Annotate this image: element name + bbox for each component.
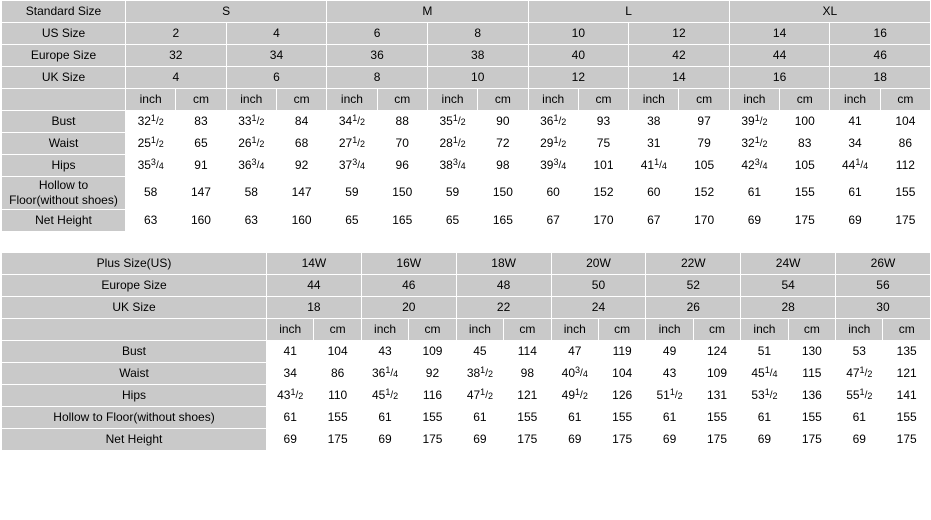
column-header-cell: cm — [693, 319, 740, 341]
column-header-cell: 10 — [528, 23, 629, 45]
column-header-cell: 26W — [836, 253, 931, 275]
measurement-cell: $36^1/_4$ — [361, 363, 408, 385]
measurement-cell: 43 — [646, 363, 693, 385]
column-header-cell: 24 — [551, 297, 646, 319]
measurement-cell: $25^1/_2$ — [126, 133, 176, 155]
measurement-cell: $55^1/_2$ — [836, 385, 883, 407]
measurement-cell: 63 — [126, 210, 176, 232]
measurement-cell: 175 — [409, 429, 456, 451]
measurement-cell: 175 — [788, 429, 835, 451]
table-header-row — [2, 89, 931, 111]
column-header-cell: 22 — [456, 297, 551, 319]
measurement-cell: 61 — [830, 177, 880, 210]
measurement-cell: 130 — [788, 341, 835, 363]
measurement-cell: 98 — [504, 363, 551, 385]
measurement-cell: 150 — [377, 177, 427, 210]
row-header-label: Hollow to Floor(without shoes) — [2, 177, 126, 210]
column-header-cell: cm — [314, 319, 361, 341]
table-row — [2, 111, 931, 133]
column-header-cell: S — [126, 1, 327, 23]
measurement-cell: 104 — [314, 341, 361, 363]
measurement-cell: 75 — [578, 133, 628, 155]
measurement-cell: 165 — [377, 210, 427, 232]
column-header-cell: 20W — [551, 253, 646, 275]
measurement-cell: 121 — [504, 385, 551, 407]
measurement-cell: 60 — [528, 177, 578, 210]
column-header-cell: L — [528, 1, 729, 23]
measurement-cell: $41^1/_4$ — [629, 155, 679, 177]
table-header-row — [2, 1, 931, 23]
measurement-cell: 86 — [314, 363, 361, 385]
measurement-cell: 69 — [646, 429, 693, 451]
measurement-cell: 155 — [693, 407, 740, 429]
plus-size-table — [1, 252, 931, 451]
table-row — [2, 385, 931, 407]
measurement-cell: $40^3/_4$ — [551, 363, 598, 385]
table-header-row — [2, 319, 931, 341]
column-header-cell: cm — [276, 89, 326, 111]
measurement-cell: $36^3/_4$ — [226, 155, 276, 177]
column-header-cell: 16 — [729, 67, 830, 89]
measurement-cell: 69 — [836, 429, 883, 451]
measurement-cell: 45 — [456, 341, 503, 363]
column-header-cell: 50 — [551, 275, 646, 297]
column-header-cell: cm — [578, 89, 628, 111]
column-header-cell: 8 — [327, 67, 428, 89]
column-header-cell: 38 — [427, 45, 528, 67]
measurement-cell: 61 — [729, 177, 779, 210]
column-header-cell: 46 — [361, 275, 456, 297]
measurement-cell: 61 — [741, 407, 788, 429]
measurement-cell: $27^1/_2$ — [327, 133, 377, 155]
column-header-cell: 16 — [830, 23, 931, 45]
measurement-cell: 175 — [693, 429, 740, 451]
measurement-cell: 61 — [836, 407, 883, 429]
measurement-cell: $35^3/_4$ — [126, 155, 176, 177]
column-header-cell: 4 — [226, 23, 327, 45]
measurement-cell: 41 — [267, 341, 314, 363]
measurement-cell: $34^1/_2$ — [327, 111, 377, 133]
column-header-cell: 36 — [327, 45, 428, 67]
table-row — [2, 155, 931, 177]
measurement-cell: 51 — [741, 341, 788, 363]
measurement-cell: 105 — [679, 155, 729, 177]
measurement-cell: 121 — [883, 363, 930, 385]
measurement-cell: 69 — [741, 429, 788, 451]
column-header-cell: 46 — [830, 45, 931, 67]
measurement-cell: 109 — [409, 341, 456, 363]
measurement-cell: 91 — [176, 155, 226, 177]
table-row — [2, 133, 931, 155]
column-header-cell: inch — [551, 319, 598, 341]
table-spacer — [0, 232, 931, 252]
column-header-cell: 12 — [629, 23, 730, 45]
column-header-cell: inch — [836, 319, 883, 341]
measurement-cell: 65 — [427, 210, 477, 232]
column-header-cell: 18 — [830, 67, 931, 89]
measurement-cell: 61 — [456, 407, 503, 429]
column-header-cell: 14 — [729, 23, 830, 45]
column-header-cell: inch — [126, 89, 176, 111]
measurement-cell: 105 — [780, 155, 830, 177]
measurement-cell: 112 — [880, 155, 930, 177]
measurement-cell: 96 — [377, 155, 427, 177]
column-header-cell: cm — [377, 89, 427, 111]
column-header-cell: cm — [598, 319, 645, 341]
measurement-cell: 65 — [327, 210, 377, 232]
column-header-cell: 16W — [361, 253, 456, 275]
measurement-cell: $29^1/_2$ — [528, 133, 578, 155]
column-header-cell: 34 — [226, 45, 327, 67]
column-header-cell: 12 — [528, 67, 629, 89]
measurement-cell: 47 — [551, 341, 598, 363]
measurement-cell: 152 — [679, 177, 729, 210]
measurement-cell: 101 — [578, 155, 628, 177]
measurement-cell: 43 — [361, 341, 408, 363]
measurement-cell: 59 — [327, 177, 377, 210]
column-header-cell: 30 — [836, 297, 931, 319]
measurement-cell: 69 — [456, 429, 503, 451]
measurement-cell: $28^1/_2$ — [427, 133, 477, 155]
column-header-cell: 18W — [456, 253, 551, 275]
measurement-cell: 155 — [504, 407, 551, 429]
measurement-cell: 160 — [176, 210, 226, 232]
column-header-cell: 44 — [267, 275, 362, 297]
column-header-cell: inch — [646, 319, 693, 341]
column-header-cell: 42 — [629, 45, 730, 67]
measurement-cell: $38^3/_4$ — [427, 155, 477, 177]
measurement-cell: $53^1/_2$ — [741, 385, 788, 407]
measurement-cell: 65 — [176, 133, 226, 155]
measurement-cell: 150 — [478, 177, 528, 210]
column-header-cell: cm — [880, 89, 930, 111]
row-header-label: Waist — [2, 133, 126, 155]
column-header-cell: inch — [427, 89, 477, 111]
measurement-cell: 67 — [629, 210, 679, 232]
measurement-cell: 165 — [478, 210, 528, 232]
measurement-cell: 104 — [880, 111, 930, 133]
measurement-cell: 84 — [276, 111, 326, 133]
column-header-cell: XL — [729, 1, 930, 23]
measurement-cell: 69 — [361, 429, 408, 451]
row-header-label: Bust — [2, 341, 267, 363]
row-header-label: US Size — [2, 23, 126, 45]
measurement-cell: $32^1/_2$ — [126, 111, 176, 133]
measurement-cell: 155 — [788, 407, 835, 429]
measurement-cell: 93 — [578, 111, 628, 133]
measurement-cell: $37^3/_4$ — [327, 155, 377, 177]
table-row — [2, 363, 931, 385]
row-header-label: Hollow to Floor(without shoes) — [2, 407, 267, 429]
row-header-label: Bust — [2, 111, 126, 133]
measurement-cell: 175 — [504, 429, 551, 451]
measurement-cell: 97 — [679, 111, 729, 133]
column-header-cell: inch — [267, 319, 314, 341]
row-header-label — [2, 319, 267, 341]
column-header-cell: 52 — [646, 275, 741, 297]
row-header-label: Waist — [2, 363, 267, 385]
measurement-cell: 79 — [679, 133, 729, 155]
measurement-cell: $47^1/_2$ — [836, 363, 883, 385]
measurement-cell: 141 — [883, 385, 930, 407]
measurement-cell: 155 — [314, 407, 361, 429]
row-header-label: Europe Size — [2, 275, 267, 297]
column-header-cell: 28 — [741, 297, 836, 319]
table-row — [2, 429, 931, 451]
column-header-cell: 32 — [126, 45, 227, 67]
table-header-row — [2, 253, 931, 275]
measurement-cell: 119 — [598, 341, 645, 363]
measurement-cell: 109 — [693, 363, 740, 385]
measurement-cell: 90 — [478, 111, 528, 133]
column-header-cell: 40 — [528, 45, 629, 67]
measurement-cell: 152 — [578, 177, 628, 210]
column-header-cell: 20 — [361, 297, 456, 319]
column-header-cell: 56 — [836, 275, 931, 297]
measurement-cell: $33^1/_2$ — [226, 111, 276, 133]
measurement-cell: $39^3/_4$ — [528, 155, 578, 177]
row-header-label: Hips — [2, 155, 126, 177]
measurement-cell: 72 — [478, 133, 528, 155]
measurement-cell: 69 — [729, 210, 779, 232]
table-row — [2, 341, 931, 363]
measurement-cell: $38^1/_2$ — [456, 363, 503, 385]
measurement-cell: 58 — [126, 177, 176, 210]
measurement-cell: 53 — [836, 341, 883, 363]
measurement-cell: 70 — [377, 133, 427, 155]
measurement-cell: $26^1/_2$ — [226, 133, 276, 155]
measurement-cell: $32^1/_2$ — [729, 133, 779, 155]
standard-size-table — [1, 0, 931, 232]
measurement-cell: 170 — [578, 210, 628, 232]
measurement-cell: 67 — [528, 210, 578, 232]
column-header-cell: 2 — [126, 23, 227, 45]
column-header-cell: cm — [409, 319, 456, 341]
column-header-cell: inch — [327, 89, 377, 111]
table-header-row — [2, 275, 931, 297]
measurement-cell: 38 — [629, 111, 679, 133]
column-header-cell: 22W — [646, 253, 741, 275]
measurement-cell: 49 — [646, 341, 693, 363]
column-header-cell: 6 — [327, 23, 428, 45]
column-header-cell: cm — [679, 89, 729, 111]
measurement-cell: 147 — [276, 177, 326, 210]
measurement-cell: $36^1/_2$ — [528, 111, 578, 133]
measurement-cell: 100 — [780, 111, 830, 133]
measurement-cell: 124 — [693, 341, 740, 363]
table-header-row — [2, 297, 931, 319]
measurement-cell: $51^1/_2$ — [646, 385, 693, 407]
measurement-cell: $42^3/_4$ — [729, 155, 779, 177]
measurement-cell: 136 — [788, 385, 835, 407]
measurement-cell: 155 — [883, 407, 930, 429]
column-header-cell: inch — [629, 89, 679, 111]
measurement-cell: 61 — [551, 407, 598, 429]
table-row — [2, 407, 931, 429]
measurement-cell: 61 — [267, 407, 314, 429]
measurement-cell: 147 — [176, 177, 226, 210]
measurement-cell: $45^1/_4$ — [741, 363, 788, 385]
row-header-label: Europe Size — [2, 45, 126, 67]
column-header-cell: 14W — [267, 253, 362, 275]
measurement-cell: 155 — [598, 407, 645, 429]
measurement-cell: 170 — [679, 210, 729, 232]
measurement-cell: 86 — [880, 133, 930, 155]
column-header-cell: 48 — [456, 275, 551, 297]
table-row — [2, 210, 931, 232]
measurement-cell: 61 — [646, 407, 693, 429]
column-header-cell: M — [327, 1, 528, 23]
measurement-cell: 58 — [226, 177, 276, 210]
measurement-cell: $44^1/_4$ — [830, 155, 880, 177]
measurement-cell: 175 — [598, 429, 645, 451]
column-header-cell: 6 — [226, 67, 327, 89]
measurement-cell: 126 — [598, 385, 645, 407]
measurement-cell: 68 — [276, 133, 326, 155]
measurement-cell: 41 — [830, 111, 880, 133]
table-row — [2, 177, 931, 210]
measurement-cell: 116 — [409, 385, 456, 407]
column-header-cell: cm — [788, 319, 835, 341]
column-header-cell: 18 — [267, 297, 362, 319]
measurement-cell: 34 — [267, 363, 314, 385]
column-header-cell: inch — [830, 89, 880, 111]
column-header-cell: inch — [456, 319, 503, 341]
measurement-cell: 175 — [314, 429, 361, 451]
column-header-cell: cm — [478, 89, 528, 111]
column-header-cell: 54 — [741, 275, 836, 297]
measurement-cell: 69 — [267, 429, 314, 451]
measurement-cell: 61 — [361, 407, 408, 429]
row-header-label: Hips — [2, 385, 267, 407]
measurement-cell: 114 — [504, 341, 551, 363]
column-header-cell: cm — [176, 89, 226, 111]
row-header-label: UK Size — [2, 67, 126, 89]
column-header-cell: cm — [883, 319, 930, 341]
column-header-cell: cm — [504, 319, 551, 341]
measurement-cell: 98 — [478, 155, 528, 177]
measurement-cell: 155 — [880, 177, 930, 210]
column-header-cell: 14 — [629, 67, 730, 89]
column-header-cell: cm — [780, 89, 830, 111]
table-header-row — [2, 23, 931, 45]
column-header-cell: inch — [729, 89, 779, 111]
measurement-cell: 155 — [780, 177, 830, 210]
measurement-cell: 31 — [629, 133, 679, 155]
measurement-cell: 34 — [830, 133, 880, 155]
measurement-cell: 88 — [377, 111, 427, 133]
column-header-cell: 8 — [427, 23, 528, 45]
row-header-label: Plus Size(US) — [2, 253, 267, 275]
row-header-label — [2, 89, 126, 111]
measurement-cell: 115 — [788, 363, 835, 385]
column-header-cell: inch — [741, 319, 788, 341]
measurement-cell: 69 — [551, 429, 598, 451]
column-header-cell: 44 — [729, 45, 830, 67]
measurement-cell: 59 — [427, 177, 477, 210]
measurement-cell: 155 — [409, 407, 456, 429]
column-header-cell: 24W — [741, 253, 836, 275]
measurement-cell: $43^1/_2$ — [267, 385, 314, 407]
measurement-cell: 160 — [276, 210, 326, 232]
measurement-cell: 63 — [226, 210, 276, 232]
measurement-cell: 131 — [693, 385, 740, 407]
measurement-cell: 110 — [314, 385, 361, 407]
measurement-cell: 104 — [598, 363, 645, 385]
row-header-label: Net Height — [2, 429, 267, 451]
column-header-cell: 10 — [427, 67, 528, 89]
row-header-label: Net Height — [2, 210, 126, 232]
measurement-cell: 60 — [629, 177, 679, 210]
measurement-cell: 83 — [780, 133, 830, 155]
measurement-cell: 135 — [883, 341, 930, 363]
column-header-cell: inch — [361, 319, 408, 341]
measurement-cell: 175 — [883, 429, 930, 451]
column-header-cell: inch — [226, 89, 276, 111]
column-header-cell: 4 — [126, 67, 227, 89]
measurement-cell: $49^1/_2$ — [551, 385, 598, 407]
measurement-cell: 69 — [830, 210, 880, 232]
measurement-cell: 92 — [409, 363, 456, 385]
column-header-cell: inch — [528, 89, 578, 111]
measurement-cell: $39^1/_2$ — [729, 111, 779, 133]
measurement-cell: $45^1/_2$ — [361, 385, 408, 407]
column-header-cell: 26 — [646, 297, 741, 319]
measurement-cell: 92 — [276, 155, 326, 177]
table-header-row — [2, 45, 931, 67]
measurement-cell: 175 — [780, 210, 830, 232]
measurement-cell: $35^1/_2$ — [427, 111, 477, 133]
row-header-label: UK Size — [2, 297, 267, 319]
measurement-cell: 83 — [176, 111, 226, 133]
table-header-row — [2, 67, 931, 89]
measurement-cell: 175 — [880, 210, 930, 232]
measurement-cell: $47^1/_2$ — [456, 385, 503, 407]
row-header-label: Standard Size — [2, 1, 126, 23]
